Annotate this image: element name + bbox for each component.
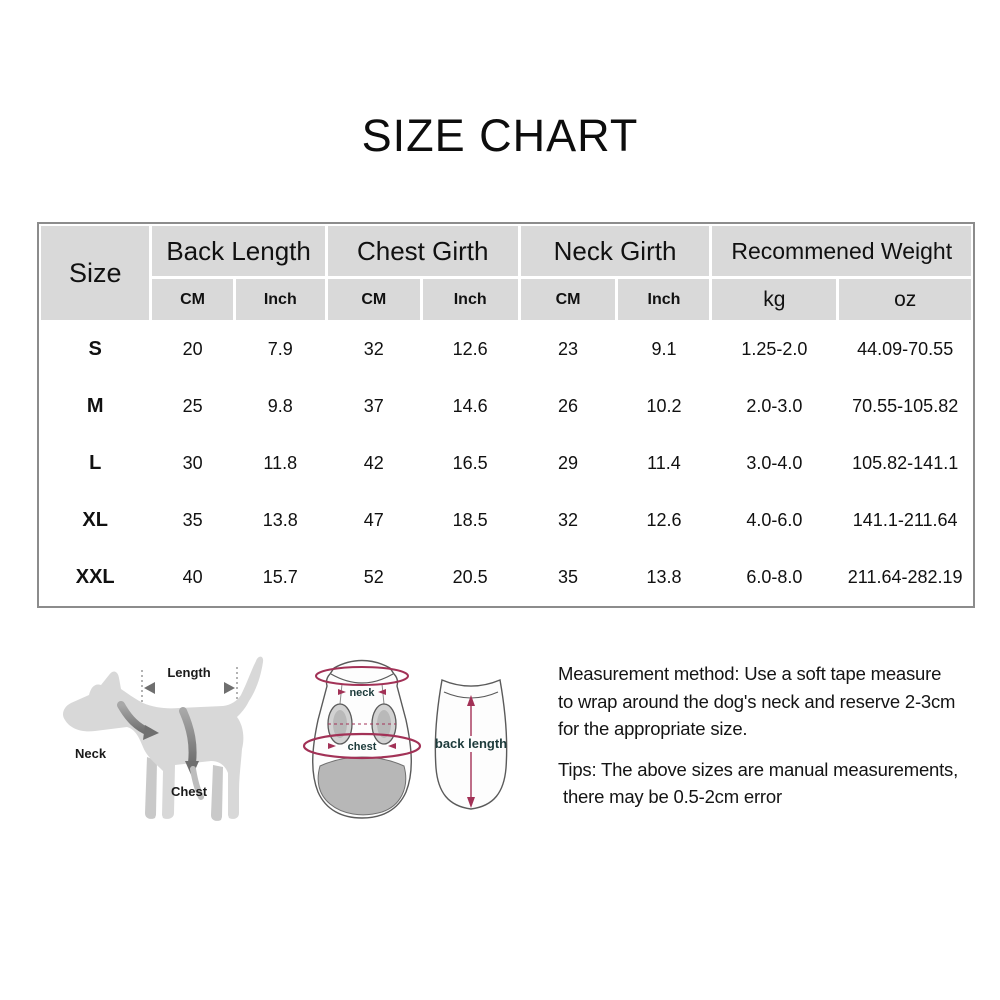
unit-header-chest-cm: CM: [328, 279, 420, 320]
measurement-method-paragraph: [558, 660, 978, 743]
unit-header-neck-cm: CM: [521, 279, 616, 320]
tips-line-1: Tips: The above sizes are manual measurements,: [558, 758, 959, 780]
unit-header-chest-inch: Inch: [423, 279, 518, 320]
cell-s-neck-cm: 23: [558, 339, 579, 360]
cell-m-chest-inch: 14.6: [452, 396, 488, 417]
measurement-line-1: Measurement method: Use a soft tape measure: [558, 663, 942, 684]
row-label-l: L: [89, 451, 102, 474]
column-group-recommened-weight: Recommened Weight: [712, 226, 971, 276]
cell-xxl-neck-inch: 13.8: [646, 566, 682, 587]
cell-m-weight-oz: 70.55-105.82: [852, 396, 959, 417]
cell-s-back-inch: 7.9: [267, 339, 293, 360]
cell-xxl-chest-cm: 52: [363, 566, 384, 587]
cell-s-weight-oz: 44.09-70.55: [857, 339, 954, 360]
row-label-xxl: XXL: [75, 565, 115, 588]
cell-l-back-inch: 11.8: [263, 452, 298, 473]
dog-neck-label: Neck: [75, 746, 107, 761]
cell-s-weight-kg: 1.25-2.0: [741, 339, 808, 360]
cell-m-chest-cm: 37: [363, 396, 384, 417]
measurement-line-2: to wrap around the dog's neck and reserve 2-3cm: [558, 690, 956, 712]
cell-xxl-weight-kg: 6.0-8.0: [746, 566, 803, 587]
dog-length-label: Length: [167, 665, 211, 680]
garment-sketch-icon: [298, 648, 538, 828]
cell-xl-neck-inch: 12.6: [646, 509, 682, 530]
column-group-back-length: Back Length: [152, 226, 324, 276]
row-label-xl: XL: [82, 508, 108, 531]
cell-l-chest-inch: 16.5: [452, 452, 488, 473]
cell-xl-chest-inch: 18.5: [452, 509, 488, 530]
cell-xxl-neck-cm: 35: [558, 566, 579, 587]
row-label-m: M: [86, 395, 104, 418]
column-group-neck-girth: Neck Girth: [521, 226, 710, 276]
size-chart-table: [37, 222, 975, 608]
garment-chest-label: chest: [347, 741, 377, 753]
page-title: SIZE CHART: [361, 110, 639, 161]
dog-measurement-illustration: [55, 645, 275, 835]
cell-m-weight-kg: 2.0-3.0: [746, 396, 803, 417]
cell-xl-chest-cm: 47: [363, 509, 384, 530]
cell-xl-weight-kg: 4.0-6.0: [746, 509, 803, 530]
cell-s-back-cm: 20: [182, 339, 203, 360]
dog-silhouette-icon: [55, 645, 275, 835]
cell-m-back-cm: 25: [182, 396, 203, 417]
garment-measurement-illustration: [298, 648, 538, 828]
cell-m-back-inch: 9.8: [267, 396, 293, 417]
unit-header-weight-kg: kg: [712, 279, 836, 320]
measurement-line-3: for the appropriate size.: [558, 718, 748, 739]
cell-l-back-cm: 30: [182, 452, 203, 473]
cell-xl-back-inch: 13.8: [262, 509, 298, 530]
cell-l-weight-oz: 105.82-141.1: [852, 452, 959, 473]
garment-neck-label: neck: [349, 687, 375, 699]
cell-l-weight-kg: 3.0-4.0: [746, 452, 803, 473]
cell-xxl-weight-oz: 211.64-282.19: [847, 566, 963, 587]
cell-xl-weight-oz: 141.1-211.64: [852, 509, 958, 530]
cell-s-chest-cm: 32: [363, 339, 384, 360]
cell-xl-neck-cm: 32: [558, 509, 579, 530]
cell-s-neck-inch: 9.1: [651, 339, 677, 360]
cell-l-neck-inch: 11.4: [647, 452, 681, 473]
tips-line-2: there may be 0.5-2cm error: [563, 786, 782, 807]
cell-xl-back-cm: 35: [182, 509, 203, 530]
cell-l-neck-cm: 29: [558, 452, 579, 473]
row-label-s: S: [88, 338, 102, 361]
tips-paragraph: [558, 756, 978, 811]
unit-header-back-cm: CM: [152, 279, 232, 320]
unit-header-weight-oz: oz: [839, 279, 971, 320]
cell-s-chest-inch: 12.6: [452, 339, 488, 360]
unit-header-back-inch: Inch: [236, 279, 325, 320]
cell-xxl-back-cm: 40: [182, 566, 203, 587]
unit-header-neck-inch: Inch: [618, 279, 709, 320]
cell-m-neck-inch: 10.2: [646, 396, 682, 417]
cell-xxl-chest-inch: 20.5: [452, 566, 488, 587]
cell-m-neck-cm: 26: [558, 396, 579, 417]
cell-xxl-back-inch: 15.7: [262, 566, 298, 587]
measurement-notes: [558, 660, 978, 824]
garment-back-length-label: back length: [434, 736, 508, 751]
cell-l-chest-cm: 42: [363, 452, 384, 473]
column-header-size: Size: [41, 226, 149, 320]
dog-chest-label: Chest: [170, 784, 208, 799]
column-group-chest-girth: Chest Girth: [328, 226, 518, 276]
